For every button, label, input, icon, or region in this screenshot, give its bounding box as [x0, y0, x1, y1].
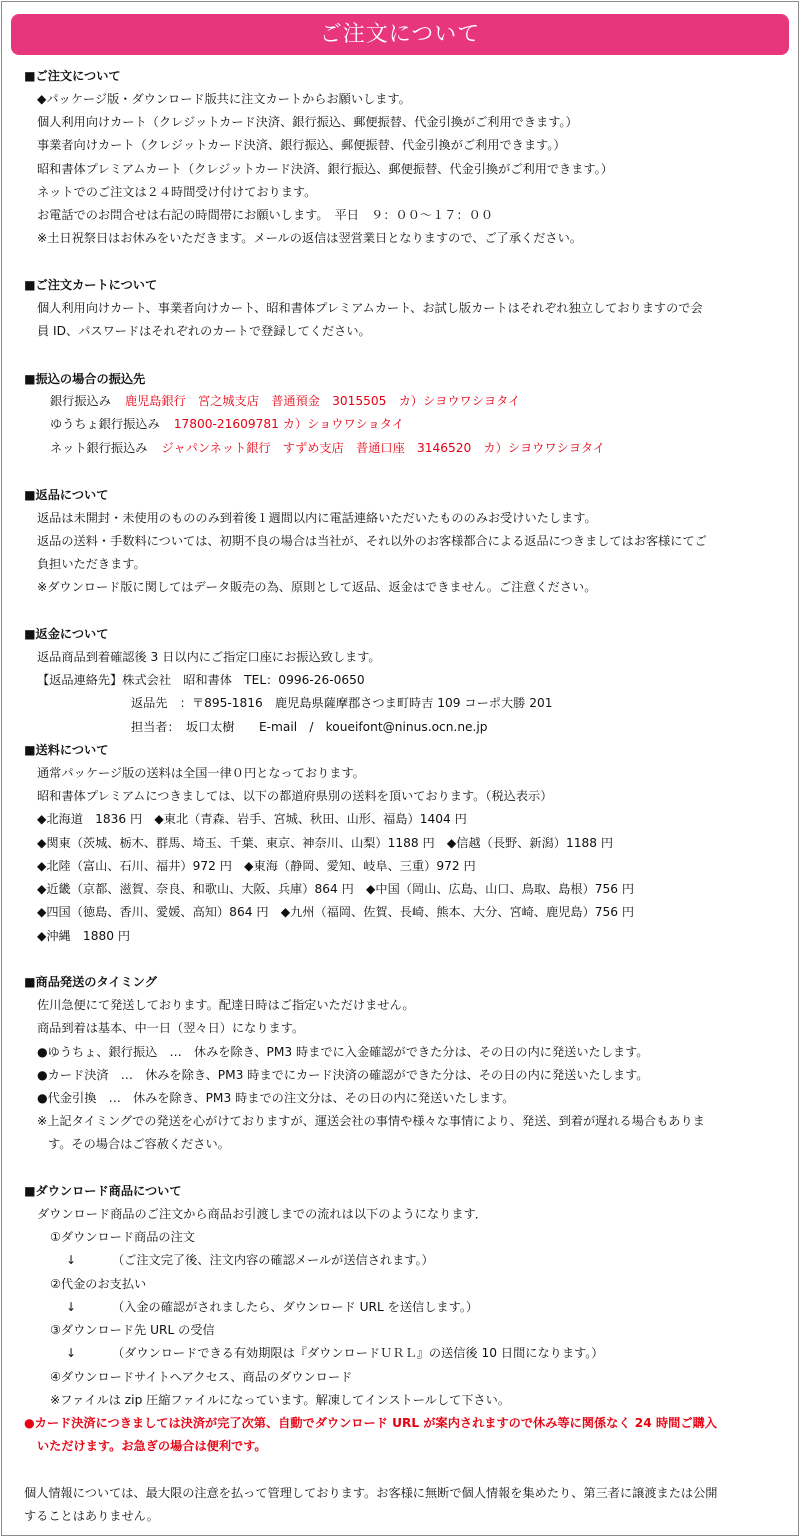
- order-line: 事業者向けカート（クレジットカード決済、銀行振込、郵便振替、代金引換がご利用できます。）: [37, 138, 566, 152]
- refund-line: 返品商品到着確認後 3 日以内にご指定口座にお振込致します。: [37, 650, 381, 664]
- transfer-account: 17800-21609781 カ）ショウワショタイ: [173, 417, 404, 431]
- timing-line: ●カード決済 … 休みを除き、PM3 時までにカード決済の確認ができた分は、その日の内に発送いたします。: [37, 1068, 649, 1082]
- download-step-note: （ご注文完了後、注文内容の確認メールが送信されます。）: [112, 1253, 434, 1267]
- transfer-account: 鹿児島銀行 宮之城支店 普通預金 3015505 カ）シヨウワシヨタイ: [124, 394, 521, 408]
- order-line: 個人利用向けカート（クレジットカード決済、銀行振込、郵便振替、代金引換がご利用できます。）: [37, 115, 578, 129]
- transfer-label: ゆうちょ銀行振込み: [50, 417, 160, 431]
- download-step: ①ダウンロード商品の注文: [50, 1230, 195, 1244]
- card-payment-notice: ●カード決済につきましては決済が完了次第、自動でダウンロード URL が案内されますので休み等に関係なく 24 時間ご購入: [24, 1416, 717, 1430]
- timing-heading: ■商品発送のタイミング: [24, 975, 157, 989]
- refund-address: 返品先 ：〒895-1816 鹿児島県薩摩郡さつま町時吉 109 コーポ大勝 201: [131, 696, 553, 710]
- transfer-row: [50, 415, 404, 433]
- card-payment-notice: いただけます。お急ぎの場合は便利です。: [37, 1439, 267, 1453]
- returns-line: 返品の送料・手数料については、初期不良の場合は当社が、それ以外のお客様都合による返品につきましてはお客様にてご: [37, 534, 707, 548]
- timing-line: す。その場合はご容赦ください。: [48, 1137, 230, 1151]
- download-heading: ■ダウンロード商品について: [24, 1184, 182, 1198]
- cart-line: 員 ID、パスワードはそれぞれのカートで登録してください。: [37, 324, 371, 338]
- refund-heading: ■返金について: [24, 627, 109, 641]
- order-line: お電話でのお問合せは右記の時間帯にお願いします。 平日 ９：００〜１７：００: [37, 208, 494, 222]
- shipping-rate: ◆関東（茨城、栃木、群馬、埼玉、千葉、東京、神奈川、山梨）1188 円 ◆信越（長野、新潟）1188 円: [37, 836, 614, 850]
- shipping-rate: ◆北海道 1836 円 ◆東北（青森、岩手、宮城、秋田、山形、福島）1404 円: [37, 812, 467, 826]
- privacy-line: することはありません。: [24, 1509, 159, 1523]
- order-line: 昭和書体プレミアムカート（クレジットカード決済、銀行振込、郵便振替、代金引換がご利用できます。）: [37, 162, 613, 176]
- privacy-line: 個人情報については、最大限の注意を払って管理しております。お客様に無断で個人情報を集めたり、第三者に譲渡または公開: [24, 1486, 718, 1500]
- download-step: ②代金のお支払い: [50, 1277, 147, 1291]
- page-title-banner: ご注文について: [11, 14, 789, 55]
- download-step-note: （ダウンロードできる有効期限は『ダウンロードＵＲＬ』の送信後 10 日間になります。）: [112, 1346, 604, 1360]
- order-line: ◆パッケージ版・ダウンロード版共に注文カートからお願いします。: [37, 92, 411, 106]
- transfer-row: [50, 392, 520, 410]
- shipping-heading: ■送料について: [24, 743, 109, 757]
- download-line: ダウンロード商品のご注文から商品お引渡しまでの流れは以下のようになります．: [37, 1207, 487, 1221]
- order-line: ネットでのご注文は２４時間受け付けております。: [37, 185, 317, 199]
- order-heading: ■ご注文について: [24, 69, 121, 83]
- shipping-rate: ◆沖縄 1880 円: [37, 929, 131, 943]
- transfer-heading: ■振込の場合の振込先: [24, 372, 146, 386]
- download-step-note: ※ファイルは zip 圧縮ファイルになっています。解凍してインストールして下さい。: [50, 1393, 510, 1407]
- shipping-line: 昭和書体プレミアムにつきましては、以下の都道府県別の送料を頂いております。（税込表示）: [37, 789, 553, 803]
- transfer-label: ネット銀行振込み: [50, 441, 148, 455]
- order-line: ※土日祝祭日はお休みをいただきます。メールの返信は翌営業日となりますので、ご了承ください。: [37, 231, 582, 245]
- refund-contact: 【返品連絡先】株式会社 昭和書体 TEL：0996-26-0650: [37, 673, 365, 687]
- download-step: ④ダウンロードサイトへアクセス、商品のダウンロード: [50, 1370, 353, 1384]
- cart-heading: ■ご注文カートについて: [24, 278, 158, 292]
- timing-line: 商品到着は基本、中一日（翌々日）になります。: [37, 1021, 305, 1035]
- cart-line: 個人利用向けカート、事業者向けカート、昭和書体プレミアムカート、お試し版カートはそれぞれ独立しておりますので会: [37, 301, 703, 315]
- returns-line: 返品は未開封・未使用のもののみ到着後１週間以内に電話連絡いただいたもののみお受けいたします。: [37, 511, 597, 525]
- download-step-note: （入金の確認がされましたら、ダウンロード URL を送信します。）: [112, 1300, 479, 1314]
- timing-line: ●代金引換 … 休みを除き、PM3 時までの注文分は、その日の内に発送いたします。: [37, 1091, 515, 1105]
- shipping-rate: ◆四国（徳島、香川、愛媛、高知）864 円 ◆九州（福岡、佐賀、長崎、熊本、大分、宮崎、鹿児島）756 円: [37, 905, 635, 919]
- down-arrow-icon: ↓: [66, 1300, 77, 1314]
- timing-line: ●ゆうちょ、銀行振込 … 休みを除き、PM3 時までに入金確認ができた分は、その日の内に発送いたします。: [37, 1045, 649, 1059]
- returns-heading: ■返品について: [24, 488, 109, 502]
- down-arrow-icon: ↓: [66, 1346, 77, 1360]
- shipping-rate: ◆近畿（京都、滋賀、奈良、和歌山、大阪、兵庫）864 円 ◆中国（岡山、広島、山口、鳥取、島根）756 円: [37, 882, 635, 896]
- refund-person: 担当者： 坂口太樹 E-mail / koueifont@ninus.ocn.ne.jp: [131, 720, 488, 734]
- shipping-line: 通常パッケージ版の送料は全国一律０円となっております。: [37, 766, 365, 780]
- transfer-label: 銀行振込み: [50, 394, 111, 408]
- timing-line: ※上記タイミングでの発送を心がけておりますが、運送会社の事情や様々な事情により、発送、到着が遅れる場合もありま: [37, 1114, 705, 1128]
- download-step: ③ダウンロード先 URL の受信: [50, 1323, 215, 1337]
- transfer-row: [50, 439, 605, 457]
- shipping-rate: ◆北陸（富山、石川、福井）972 円 ◆東海（静岡、愛知、岐阜、三重）972 円: [37, 859, 476, 873]
- timing-line: 佐川急便にて発送しております。配達日時はご指定いただけません。: [37, 998, 415, 1012]
- returns-line: ※ダウンロード版に関してはデータ販売の為、原則として返品、返金はできません。ご注意ください。: [37, 580, 597, 594]
- down-arrow-icon: ↓: [66, 1253, 77, 1267]
- returns-line: 負担いただきます。: [37, 557, 146, 571]
- transfer-account: ジャパンネット銀行 すずめ支店 普通口座 3146520 カ）シヨウワシヨタイ: [161, 441, 606, 455]
